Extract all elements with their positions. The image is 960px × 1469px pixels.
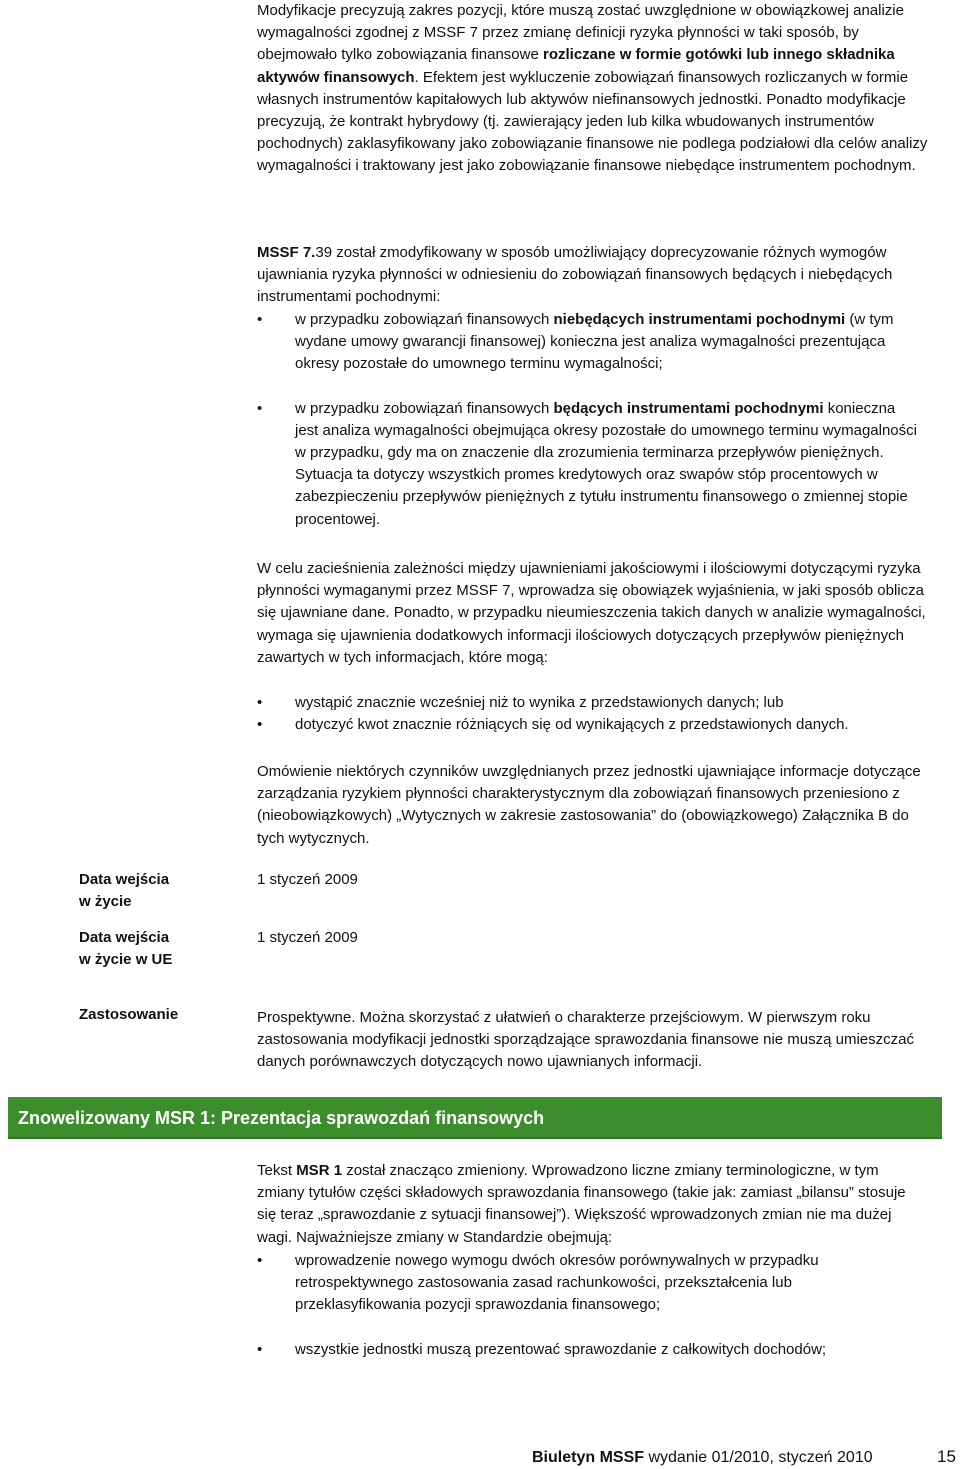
text-run: (w tym wydane umowy gwarancji finansowej) konieczna jest analiza wymagalności prezentująca okresy pozostałe do umownego terminu wymagalności; bbox=[295, 311, 894, 373]
label-line: Data wejścia bbox=[79, 929, 170, 946]
list-item: • wprowadzenie nowego wymogu dwóch okresów porównywalnych w przypadku retrospektywnego zastosowania zasad rachunkowości, przekształcenia lub przeklasyfikowania pozycji sprawozdania finansowego; bbox=[257, 1250, 917, 1317]
paragraph-qualitative-quantitative: W celu zacieśnienia zależności między ujawnieniami jakościowymi i ilościowymi dotyczącymi ryzyka płynności wymaganymi przez MSSF 7, wprowadza się obowiązek wyjaśnienia, w jaki sposób oblicza się ujawniane dane. Ponadto, w przypadku nieumieszczenia takich danych w analizie wymagalności, wymaga się ujawnienia dodatkowych informacji ilościowych dotyczących przepływów pieniężnych zawartych w tych informacjach, które mogą: bbox=[257, 560, 926, 666]
bold-run: MSR 1 bbox=[296, 1162, 343, 1179]
list-item bbox=[257, 398, 917, 531]
list-item: • wszystkie jednostki muszą prezentować sprawozdanie z całkowitych dochodów; bbox=[257, 1339, 917, 1361]
footer-bulletin-name: Biuletyn MSSF bbox=[532, 1449, 645, 1466]
bold-run: rozliczane w formie gotówki lub innego składnika aktywów finansowych bbox=[257, 46, 895, 86]
label-line: w życie w UE bbox=[79, 951, 173, 969]
value-application: Prospektywne. Można skorzystać z ułatwień o charakterze przejściowym. W pierwszym roku zastosowania modyfikacji jednostki sporządzające sprawozdania finansowe nie muszą umieszczać danych porównawczych dotyczących nowo ujawnianych informacji. bbox=[257, 1009, 914, 1071]
list-item bbox=[257, 309, 917, 376]
bold-run: będących instrumentami pochodnymi bbox=[553, 399, 824, 417]
bold-run: MSSF 7. bbox=[257, 244, 316, 261]
bullet-list-msr-1-changes bbox=[257, 1250, 917, 1361]
text-run: konieczna jest analiza wymagalności obejmująca okresy pozostałe do umownego terminu wymagalności w przypadku, gdy ma on znaczenie dla zrozumienia terminarza przepływów pieniężnych. Sytuacja ta dotyczy wszystkich promes kredytowych oraz swapów stóp procentowych w zabezpieczeniu przepływów pieniężnych z tytułu instrumentu finansowego o zmiennej stopie procentowej. bbox=[295, 399, 917, 528]
bullet-list-derivatives bbox=[257, 309, 917, 531]
label-application: Zastosowanie bbox=[79, 1006, 179, 1023]
text-run: został znacząco zmieniony. Wprowadzono liczne zmiany terminologiczne, w tym zmiany tytułów części składowych sprawozdania finansowego (takie jak: zamiast „bilansu” stosuje się teraz „sprawozdanie z sytuacji finansowej”). Większość wprowadzonych zmian nie ma dużej wagi. Najważniejsze zmiany w Standardzie obejmują: bbox=[257, 1162, 906, 1246]
list-item: • dotyczyć kwot znacznie różniących się od wynikających z przedstawionych danych. bbox=[257, 714, 927, 736]
text-run: Tekst bbox=[257, 1162, 297, 1179]
list-item: • wystąpić znacznie wcześniej niż to wynika z przedstawionych danych; lub bbox=[257, 692, 927, 714]
text-run: Modyfikacje precyzują zakres pozycji, które muszą zostać uwzględnione w obowiązkowej analizie wymagalności zgodnej z MSSF 7 przez zmianę definicji ryzyka płynności w taki sposób, by obejmowało tylko zobowiązania finansowe bbox=[257, 2, 904, 64]
value-effective-date-eu: 1 styczeń 2009 bbox=[257, 929, 358, 946]
text-run: 39 został zmodyfikowany w sposób umożliwiający doprecyzowanie różnych wymogów ujawniania ryzyka płynności w odniesieniu do zobowiązań finansowych będących i niebędących instrumentami pochodnymi: bbox=[257, 244, 893, 306]
label-effective-date bbox=[79, 869, 229, 913]
paragraph-msr-1 bbox=[257, 1160, 907, 1249]
text-run: w przypadku zobowiązań finansowych bbox=[295, 311, 554, 328]
section-banner: Znowelizowany MSR 1: Prezentacja sprawozdań finansowych bbox=[8, 1097, 942, 1139]
label-line: w życie bbox=[79, 893, 132, 911]
page-number: 15 bbox=[937, 1447, 956, 1466]
bold-run: niebędących instrumentami pochodnymi bbox=[553, 311, 846, 328]
text-run: . Efektem jest wykluczenie zobowiązań finansowych rozliczanych w formie własnych instrumentów kapitałowych lub aktywów niefinansowych jednostki. Ponadto modyfikacje precyzują, że kontrakt hybrydowy (tj. zawierający jeden lub kilka wbudowanych instrumentów pochodnych) zaklasyfikowany jako zobowiązanie finansowe nie podlega podziałowi dla celów analizy wymagalności i traktowany jest jako zobowiązanie finansowe niebędące instrumentem pochodnym. bbox=[257, 68, 928, 175]
text-run: w przypadku zobowiązań finansowych bbox=[295, 399, 554, 417]
footer bbox=[532, 1447, 956, 1469]
paragraph-liquidity-definition bbox=[257, 0, 937, 178]
paragraph-appendix-b: Omówienie niektórych czynników uwzględnianych przez jednostki ujawniające informacje dotyczące zarządzania ryzykiem płynności charakterystycznym dla zobowiązań finansowych przeniesiono z (nieobowiązkowych) „Wytycznych w zakresie zastosowania” do (obowiązkowego) Załącznika B do tych wytycznych. bbox=[257, 763, 921, 847]
footer-issue: wydanie 01/2010, styczeń 2010 bbox=[644, 1449, 873, 1466]
label-line: Data wejścia bbox=[79, 871, 170, 888]
bullet-list-conditions bbox=[257, 692, 927, 736]
label-effective-date-eu bbox=[79, 927, 229, 971]
value-effective-date: 1 styczeń 2009 bbox=[257, 871, 358, 888]
paragraph-mssf-7-39 bbox=[257, 242, 937, 309]
